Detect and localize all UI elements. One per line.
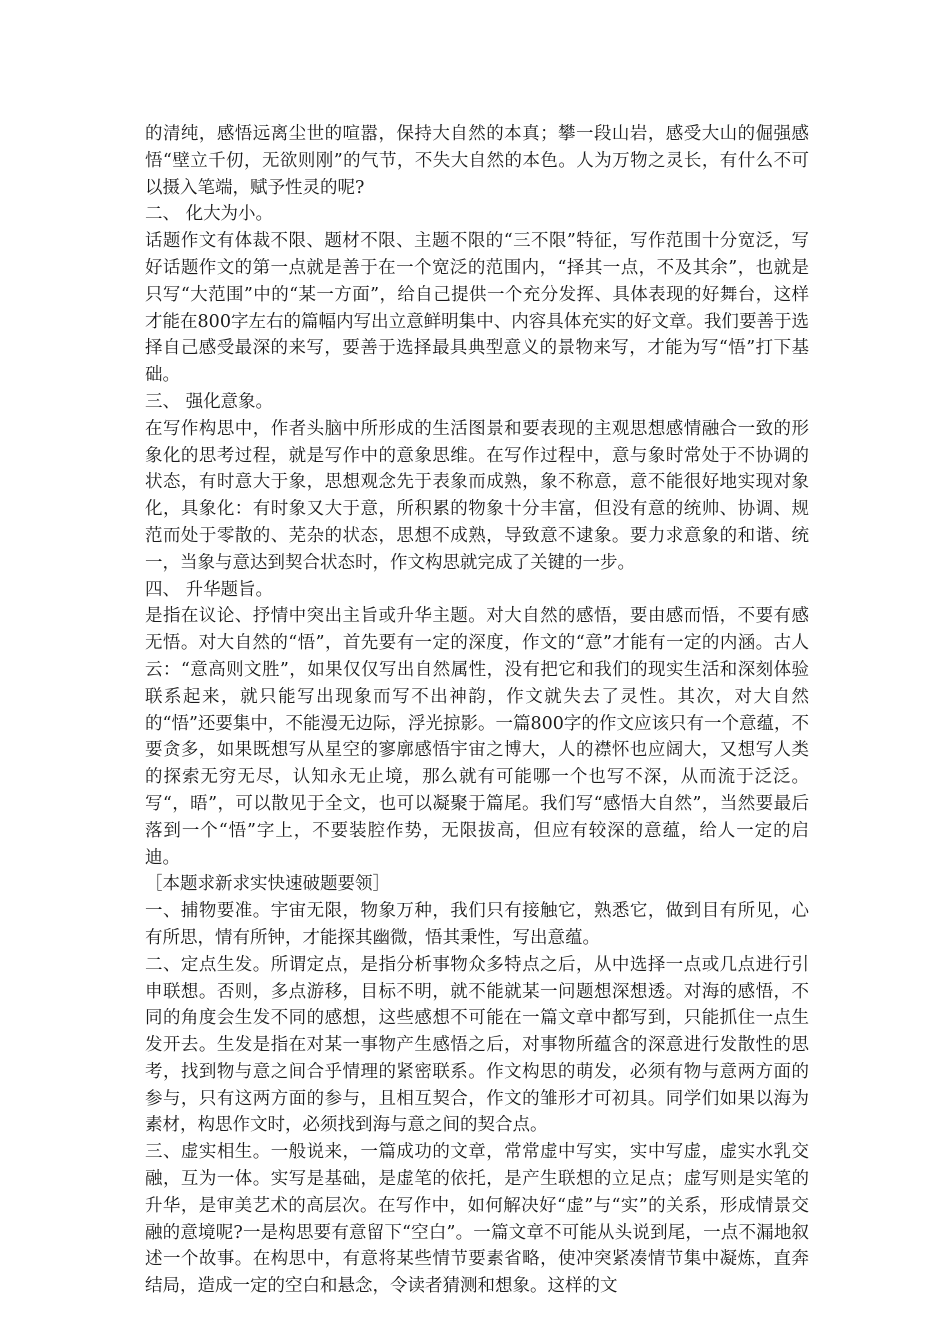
paragraph-section-3: 在写作构思中，作者头脑中所形成的生活图景和要表现的主观思想感情融合一致的形象化的思考过程，就是写作中的意象思维。在写作过程中，意与象时常处于不协调的状态，有时意大于象，思想观念先于表象而成熟，象不称意，意不能很好地实现对象化，具象化：有时象又大于意，所积累的物象十分丰富，但没有意的统帅、协调、规范而处于零散的、芜杂的状态，思想不成熟，导致意不逮象。要力求意象的和谐、统一，当象与意达到契合状态时，作文构思就完成了关键的一步。: [145, 418, 809, 573]
paragraph-section-2: 话题作文有体裁不限、题材不限、主题不限的“三不限”特征，写作范围十分宽泛，写好话题作文的第一点就是善于在一个宽泛的范围内，“择其一点，不及其余”，也就是只写“大范围”中的“某一方面”，给自己提供一个充分发挥、具体表现的好舞台，这样才能在800字左右的篇幅内写出立意鲜明集中、内容具体充实的好文章。我们要善于选择自己感受最深的来写，要善于选择最具典型意义的景物来写，才能为写“悟”打下基础。: [145, 231, 809, 386]
paragraph-intro-continuation: 的清纯，感悟远离尘世的喧嚣，保持大自然的本真；攀一段山岩，感受大山的倔强感悟“壁立千仞，无欲则刚”的气节，不失大自然的本色。人为万物之灵长，有什么不可以摄入笔端，赋予性灵的呢?: [145, 124, 809, 198]
paragraph-tip-1: 一、捕物要准。宇宙无限，物象万种，我们只有接触它，熟悉它，做到目有所见，心有所思，情有所钟，才能探其幽微，悟其秉性，写出意蕴。: [145, 901, 809, 948]
subsection-title: ［本题求新求实快速破题要领］: [145, 874, 390, 895]
section-heading-4: 四、 升华题旨。: [145, 579, 274, 600]
paragraph-tip-2: 二、定点生发。所谓定点，是指分析事物众多特点之后，从中选择一点或几点进行引申联想。否则，多点游移，目标不明，就不能就某一问题想深想透。对海的感悟，不同的角度会生发不同的感想，这些感想不可能在一篇文章中都写到，只能抓住一点生发开去。生发是指在对某一事物产生感悟之后，对事物所蕴含的深意进行发散性的思考，找到物与意之间合乎情理的紧密联系。作文构思的萌发，必须有物与意两方面的参与，只有这两方面的参与，且相互契合，作文的雏形才可初具。同学们如果以海为素材，构思作文时，必须找到海与意之间的契合点。: [145, 954, 809, 1136]
paragraph-tip-3: 三、虚实相生。一般说来，一篇成功的文章，常常虚中写实，实中写虚，虚实水乳交融，互为一体。实写是基础，是虚笔的依托，是产生联想的立足点；虚写则是实笔的升华，是审美艺术的高层次。在写作中，如何解决好“虚”与“实”的关系，形成情景交融的意境呢?一是构思要有意留下“空白”。一篇文章不可能从头说到尾，一点不漏地叙述一个故事。在构思中，有意将某些情节要素省略，使冲突紧凑情节集中凝炼，直奔结局，造成一定的空白和悬念，令读者猜测和想象。这样的文: [145, 1142, 809, 1297]
section-heading-3: 三、 强化意象。: [145, 391, 274, 412]
paragraph-section-4: 是指在议论、抒情中突出主旨或升华主题。对大自然的感悟，要由感而悟，不要有感无悟。对大自然的“悟”，首先要有一定的深度，作文的“意”才能有一定的内涵。古人云：“意高则文胜”，如果仅仅写出自然属性，没有把它和我们的现实生活和深刻体验联系起来，就只能写出现象而写不出神韵，作文就失去了灵性。其次，对大自然的“悟”还要集中，不能漫无边际，浮光掠影。一篇800字的作文应该只有一个意蕴，不要贪多，如果既想写从星空的寥廓感悟宇宙之博大，人的襟怀也应阔大，又想写人类的探索无穷无尽，认知永无止境，那么就有可能哪一个也写不深，从而流于泛泛。写“，晤”，可以散见于全文，也可以凝聚于篇尾。我们写“感悟大自然”，当然要最后落到一个“悟”字上，不要装腔作势，无限拔高，但应有较深的意蕴，给人一定的启迪。: [145, 606, 809, 868]
document-body: [145, 121, 809, 1300]
section-heading-2: 二、 化大为小。: [145, 204, 274, 225]
